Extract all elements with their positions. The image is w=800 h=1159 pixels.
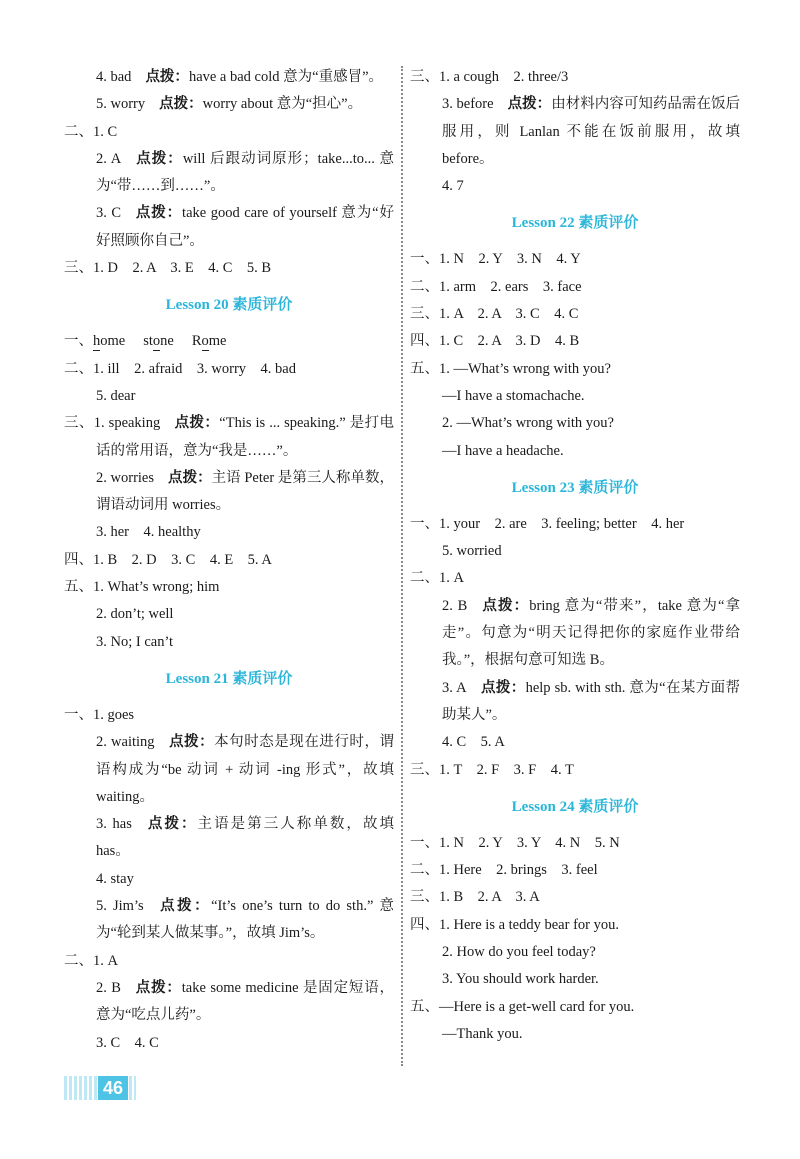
hint-label: 点拨： [168,469,212,486]
answer-line: 3. No; I can’t [96,633,174,650]
answer-line: 四、1. B 2. D 3. C 4. E 5. A [64,551,272,568]
answer-line: 二、1. A [410,570,464,587]
answer-line: —Thank you. [442,1025,523,1042]
answer-line: 二、1. A [64,952,118,969]
answer-line: 3. You should work harder. [442,971,599,988]
answer-line: 三、1. T 2. F 3. F 4. T [410,761,574,778]
section-heading: Lesson 20 素质评价 [165,297,293,314]
answer-label: 2. B [442,597,468,614]
section-heading: Lesson 21 素质评价 [165,670,293,687]
answer-line: 2. —What’s wrong with you? [442,415,614,432]
answer-line: 三、1. A 2. A 3. C 4. C [410,306,579,323]
answer-line [64,465,394,520]
explanation-text: 主语 Peter 是第三人称单数，谓语动词用 worries。 [96,469,394,514]
section-heading: Lesson 24 素质评价 [511,798,639,815]
word-part: ome [100,333,126,350]
hint-label: 点拨： [174,415,220,432]
answer-line [410,91,740,173]
hint-label: 点拨： [480,679,526,696]
answer-line [410,675,740,730]
answer-line: 4. C 5. A [442,734,505,751]
answer-line: —I have a stomachache. [442,387,585,404]
answer-line: 四、1. Here is a teddy bear for you. [410,916,619,933]
underlined-letter: o [201,333,209,350]
answer-line: —I have a headache. [442,442,564,459]
answer-line: 二、1. arm 2. ears 3. face [410,278,582,295]
answer-line: 五、1. What’s wrong; him [64,579,220,596]
explanation-text: take good care of yourself 意为“好好照顾你自己”。 [96,205,394,249]
answer-line: 3. her 4. healthy [96,524,201,541]
answer-line: 5. dear [96,387,136,404]
answer-line: 2. don’t; well [96,606,174,623]
answer-line [64,146,394,201]
answer-label: 2. waiting [96,734,155,751]
answer-line [64,328,394,355]
explanation-text: take some medicine 是固定短语，意为“吃点儿药”。 [96,979,394,1024]
explanation-text: 主语是第三人称单数，故填 has。 [96,816,394,860]
answer-label: 3. has [96,816,132,833]
answer-line: 4. stay [96,870,134,887]
answer-line: 一、1. your 2. are 3. feeling; better 4. her [410,515,685,532]
hint-label: 点拨： [507,96,552,113]
underlined-letter: h [93,333,101,350]
answer-line: 四、1. C 2. A 3. D 4. B [410,333,580,350]
answer-line: 3. C 4. C [96,1034,159,1051]
answer-label: 2. B [96,979,121,996]
page-number: 46 [98,1076,128,1100]
section-prefix: 一、 [64,333,93,350]
answer-line [64,893,394,948]
answer-line: 一、1. N 2. Y 3. Y 4. N 5. N [410,834,620,851]
answer-line: 二、1. Here 2. brings 3. feel [410,862,598,879]
explanation-text: help sb. with sth. 意为“在某方面帮助某人”。 [442,679,741,723]
hint-label: 点拨： [157,898,212,915]
hint-label: 点拨： [145,69,189,85]
answer-line: 三、1. B 2. A 3. A [410,889,540,906]
explanation-text: will 后跟动词原形；take...to... 意为“带……到……”。 [96,150,394,195]
underlined-letter: o [152,333,161,350]
answer-line [64,975,394,1030]
answer-label: 5. Jim’s [96,898,144,915]
explanation-text: 本句时态是现在进行时，谓语构成为“be 动词 + 动词 -ing 形式”，故填 waiting。 [96,734,394,805]
answer-line: 一、1. goes [64,706,135,723]
answer-label: 2. worries [96,469,155,486]
answer-line [64,811,394,866]
answer-line: 2. How do you feel today? [442,944,596,961]
answer-line [64,729,394,811]
explanation-text: “This is ... speaking.” 是打电话的常用语，意为“我是……”。 [96,415,394,459]
answer-label: 3. A [442,679,467,696]
answer-line: 5. worried [442,543,502,560]
answer-line [410,593,740,675]
answer-line [64,410,394,465]
phonics-word [192,333,227,349]
hint-label: 点拨： [134,979,182,996]
page-number-badge [64,1076,136,1100]
phonics-word [93,333,125,349]
answer-label: 三、1. speaking [64,415,161,432]
explanation-text: 由材料内容可知药品需在饭后服用，则 Lanlan 不能在饭前服用，故填 before。 [442,96,741,167]
column-divider [401,66,403,1066]
hint-label: 点拨： [159,96,203,113]
answer-label: 3. before [442,96,494,113]
hint-label: 点拨： [135,150,183,167]
word-part: ne [160,333,174,350]
answer-line [64,91,394,118]
explanation-text: bring 意为“带来”，take 意为“拿走”。句意为“明天记得把你的家庭作业带给我。”，根据句意可知选 B。 [442,597,741,669]
explanation-text: have a bad cold 意为“重感冒”。 [188,69,384,85]
explanation-text: worry about 意为“担心”。 [202,96,363,113]
section-heading: Lesson 23 素质评价 [511,479,639,496]
answer-line: 二、1. ill 2. afraid 3. worry 4. bad [64,360,296,377]
answer-line [64,200,394,255]
hint-label: 点拨： [168,734,215,751]
answer-line: 4. 7 [442,178,464,195]
answer-label: 5. worry [96,96,146,113]
section-heading: Lesson 22 素质评价 [511,215,639,232]
answer-line: 一、1. N 2. Y 3. N 4. Y [410,251,581,268]
answer-line [64,64,394,91]
explanation-text: “It’s one’s turn to do sth.” 意为“轮到某人做某事。”，故填 Jim’s。 [96,898,395,942]
answer-label: 3. C [96,205,122,222]
answer-line: 二、1. C [64,123,118,140]
phonics-word [143,333,174,349]
word-part: st [143,333,153,350]
answer-label: 2. A [96,150,122,167]
answer-line: 三、1. a cough 2. three/3 [410,69,569,85]
hint-label: 点拨： [481,597,530,614]
word-part: me [208,333,227,350]
answer-line: 五、—Here is a get-well card for you. [410,998,635,1015]
hint-label: 点拨： [145,816,198,833]
answer-label: 4. bad [96,69,132,85]
hint-label: 点拨： [135,205,183,222]
left-column [64,64,394,1057]
answer-line: 三、1. D 2. A 3. E 4. C 5. B [64,260,272,277]
word-part: R [191,333,202,350]
right-column [410,64,740,1048]
answer-line: 五、1. —What’s wrong with you? [410,360,611,377]
